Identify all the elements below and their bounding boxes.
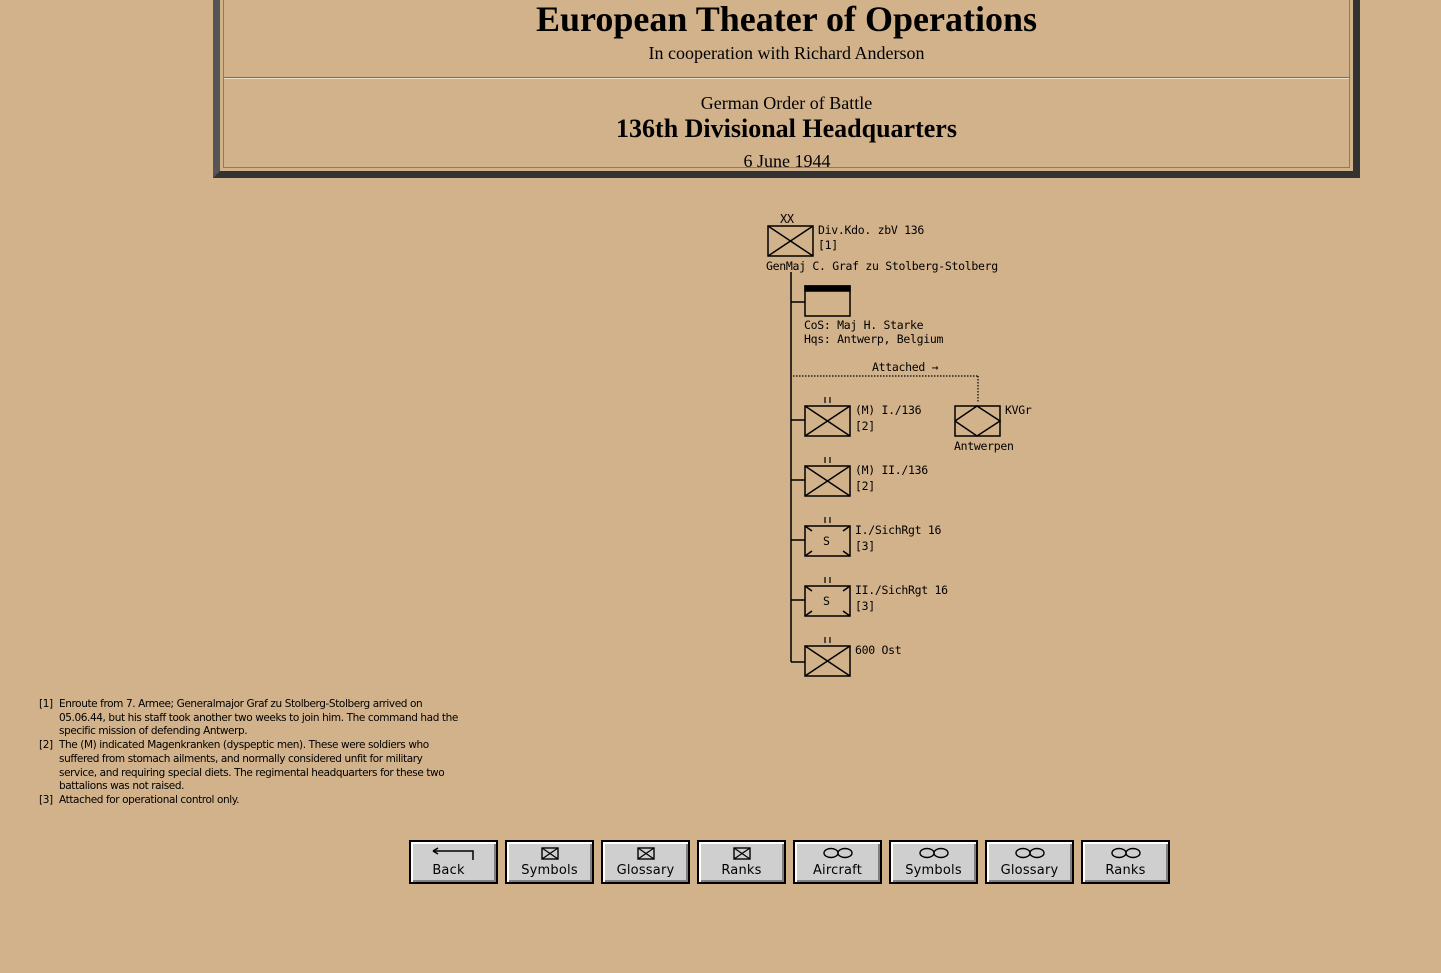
glossary-button[interactable]: Glossary [601, 840, 690, 884]
unit-note-4: [3] [855, 599, 875, 613]
back-button[interactable]: Back [409, 840, 498, 884]
footnote-2: [2] The (M) indicated Magenkranken (dyspeptic men). These were soldiers who suffered from stomach ailments, and normally considered unfit for military service, and requiring special diets. The regimental headquarters for these two battalions was not raised. [39, 739, 445, 793]
envelope-icon [507, 847, 592, 861]
attached-label: Attached → [872, 360, 939, 374]
attached-unit-symbol [955, 406, 1000, 436]
unit-symbol-3 [791, 517, 850, 556]
section-label: German Order of Battle [700, 93, 873, 113]
footnote-1: [1] Enroute from 7. Armee; Generalmajor Graf zu Stolberg-Stolberg arrived on 05.06.44, but his staff took another two weeks to join him. The command had the specific mission of defending Antwerp. [39, 698, 458, 738]
ranks-button-2[interactable]: Ranks [1081, 840, 1170, 884]
infinity-icon [891, 847, 976, 861]
infinity-icon [795, 847, 880, 861]
unit-name-2: (M) II./136 [855, 463, 928, 477]
back-arrow-icon [411, 847, 496, 861]
footnotes [39, 698, 459, 808]
unit-name-3: I./SichRgt 16 [855, 523, 942, 537]
division-note: [1] [818, 238, 838, 252]
attached-unit-location: Antwerpen [954, 439, 1014, 453]
unit-symbol-4 [791, 577, 850, 616]
unit-name-4: II./SichRgt 16 [855, 583, 948, 597]
envelope-icon [603, 847, 688, 861]
symbols-button-2[interactable]: Symbols [889, 840, 978, 884]
ranks-button[interactable]: Ranks [697, 840, 786, 884]
page-subtitle: In cooperation with Richard Anderson [648, 43, 925, 63]
unit-note-2: [2] [855, 479, 875, 493]
order-of-battle-chart [760, 210, 1080, 690]
unit-note-3: [3] [855, 539, 875, 553]
division-name: Div.Kdo. zbV 136 [818, 223, 924, 237]
glossary-button-2[interactable]: Glossary [985, 840, 1074, 884]
unit-name-5: 600 Ost [855, 643, 902, 657]
symbols-button[interactable]: Symbols [505, 840, 594, 884]
envelope-icon [699, 847, 784, 861]
header-inner [223, 0, 1350, 171]
unit-symbol-2 [791, 457, 850, 496]
header-panel [213, 0, 1360, 178]
section-title: 136th Divisional Headquarters [616, 114, 957, 143]
unit-symbol-letter-3: S [823, 534, 830, 548]
infinity-icon [1083, 847, 1168, 861]
page-title: European Theater of Operations [535, 0, 1038, 39]
section-date: 6 June 1944 [743, 151, 831, 171]
footnote-3: [3] Attached for operational control only. [39, 793, 240, 806]
unit-symbol-1 [791, 397, 850, 436]
hq-location: Hqs: Antwerp, Belgium [804, 332, 944, 346]
unit-name-1: (M) I./136 [855, 403, 922, 417]
header-divider [224, 77, 1349, 79]
division-commander: GenMaj C. Graf zu Stolberg-Stolberg [766, 259, 998, 273]
aircraft-button[interactable]: Aircraft [793, 840, 882, 884]
unit-note-1: [2] [855, 419, 875, 433]
chart-lines [760, 210, 1080, 690]
hq-cos: CoS: Maj H. Starke [804, 318, 924, 332]
unit-symbol-letter-4: S [823, 594, 830, 608]
unit-symbol-5 [791, 637, 850, 676]
division-echelon: XX [780, 212, 794, 226]
attached-unit-name: KVGr [1005, 403, 1032, 417]
navigation-bar [409, 840, 1170, 885]
infinity-icon [987, 847, 1072, 861]
